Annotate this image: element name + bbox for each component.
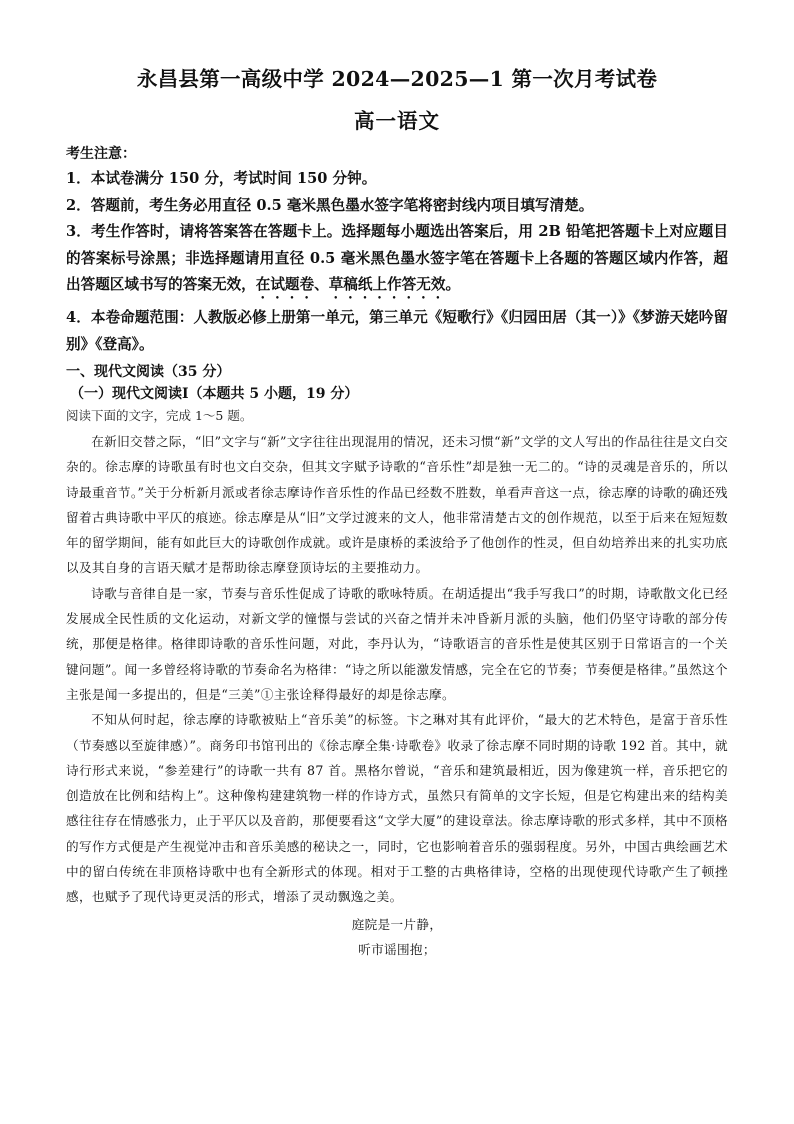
notice-item-2: 2．答题前，考生务必用直径 0.5 毫米黑色墨水签字笔将密封线内项目填写清楚。 bbox=[66, 196, 594, 214]
poem-line-1: 庭院是一片静， bbox=[351, 916, 443, 932]
subsection-heading: （一）现代文阅读Ⅰ（本题共 5 小题，19 分） bbox=[70, 386, 359, 402]
exam-title: 永昌县第一高级中学 2024—2025—1 第一次月考试卷 bbox=[136, 67, 658, 91]
notice-item-3 bbox=[66, 219, 728, 302]
notice-item-3-end: 。 bbox=[445, 276, 461, 293]
reading-passage bbox=[66, 429, 728, 962]
section-heading: 一、现代文阅读（35 分） bbox=[66, 364, 231, 380]
exam-subject: 高一语文 bbox=[354, 109, 440, 133]
passage-paragraph-3: 不知从何时起，徐志摩的诗歌被贴上“音乐美”的标签。卞之琳对其有此评价，“最大的艺术特色，是富于音乐性（节奏感以至旋律感）”。商务印书馆刊出的《徐志摩全集·诗歌卷》收录了徐志摩不同时期的诗歌 192 首。其中，就诗行形式来说，“参差建行”的诗歌一共有 87 首。黑格尔曾说，“音乐和建筑最相近，因为像建筑一样，音乐把它的创造放在比例和结构上”。这种像构建建筑物一样的作诗方式，虽然只有简单的文字长短，但是它构建出来的结构美感往往存在情感张力，止于平仄以及音韵，那便要看这“文学大厦”的建设章法。徐志摩诗歌的形式多样，其中不顶格的写作方式便是产生视觉冲击和音乐美感的秘诀之一，同时，它也影响着音乐的强弱程度。另外，中国古典绘画艺术中的留白传统在非顶格诗歌中也有全新形式的体现。相对于工整的古典格律诗，空格的出现使现代诗歌产生了顿挫感，也赋予了现代诗更灵活的形式，增添了灵动飘逸之美。 bbox=[66, 712, 728, 905]
notice-heading: 考生注意： bbox=[66, 146, 136, 162]
notice-item-3-emphasis: 在试题卷、草稿纸上作答无效 bbox=[255, 276, 446, 293]
notice-item-4: 4．本卷命题范围：人教版必修上册第一单元，第三单元《短歌行》《归园田居（其一）》《梦游天姥吟留别》《登高》。 bbox=[66, 309, 728, 353]
notice-item-3-text: 3．考生作答时，请将答案答在答题卡上。选择题每小题选出答案后，用 2B 铅笔把答题卡上对应题目的答案标号涂黑；非选择题请用直径 0.5 毫米黑色墨水签字笔在答题卡上各题的答题区域内作答，超出答题区域书写的答案无效， bbox=[66, 223, 728, 293]
poem-line-2: 听市谣围抱； bbox=[358, 941, 436, 957]
notice-item-1: 1．本试卷满分 150 分，考试时间 150 分钟。 bbox=[66, 170, 377, 187]
passage-paragraph-2: 诗歌与音律自是一家，节奏与音乐性促成了诗歌的歌咏特质。在胡适提出“我手写我口”的时期，诗歌散文化已经发展成全民性质的文化运动，对新文学的憧憬与尝试的兴奋之情并未冲昏新月派的头脑，他们仍坚守诗歌的部分传统，那便是格律。格律即诗歌的音乐性问题，对此，李丹认为，“诗歌语言的音乐性是使其区别于日常语言的一个关键问题”。闻一多曾经将诗歌的节奏命名为格律：“诗之所以能激发情感，完全在它的节奏；节奏便是格律。”虽然这个主张是闻一多提出的，但是“三美”①主张诠释得最好的却是徐志摩。 bbox=[66, 585, 728, 702]
reading-instruction: 阅读下面的文字，完成 1～5 题。 bbox=[66, 408, 253, 423]
passage-paragraph-1: 在新旧交替之际，“旧”文字与“新”文字往往出现混用的情况，还未习惯“新”文学的文人写出的作品往往是文白交杂的。徐志摩的诗歌虽有时也文白交杂，但其文字赋予诗歌的“音乐性”却是独一无二的。“诗的灵魂是音乐的，所以诗最重音节。”关于分析新月派或者徐志摩诗作音乐性的作品已经数不胜数，单看声音这一点，徐志摩的诗歌的确还残留着古典诗歌中平仄的痕迹。徐志摩是从“旧”文学过渡来的文人，他非常清楚古文的创作规范，以至于后来在短短数年的留学期间，能有如此巨大的诗歌创作成就。或许是康桥的柔波给予了他创作的性灵，但自幼培养出来的扎实功底以及其自身的言语天赋才是帮助徐志摩登顶诗坛的主要推动力。 bbox=[66, 434, 728, 576]
